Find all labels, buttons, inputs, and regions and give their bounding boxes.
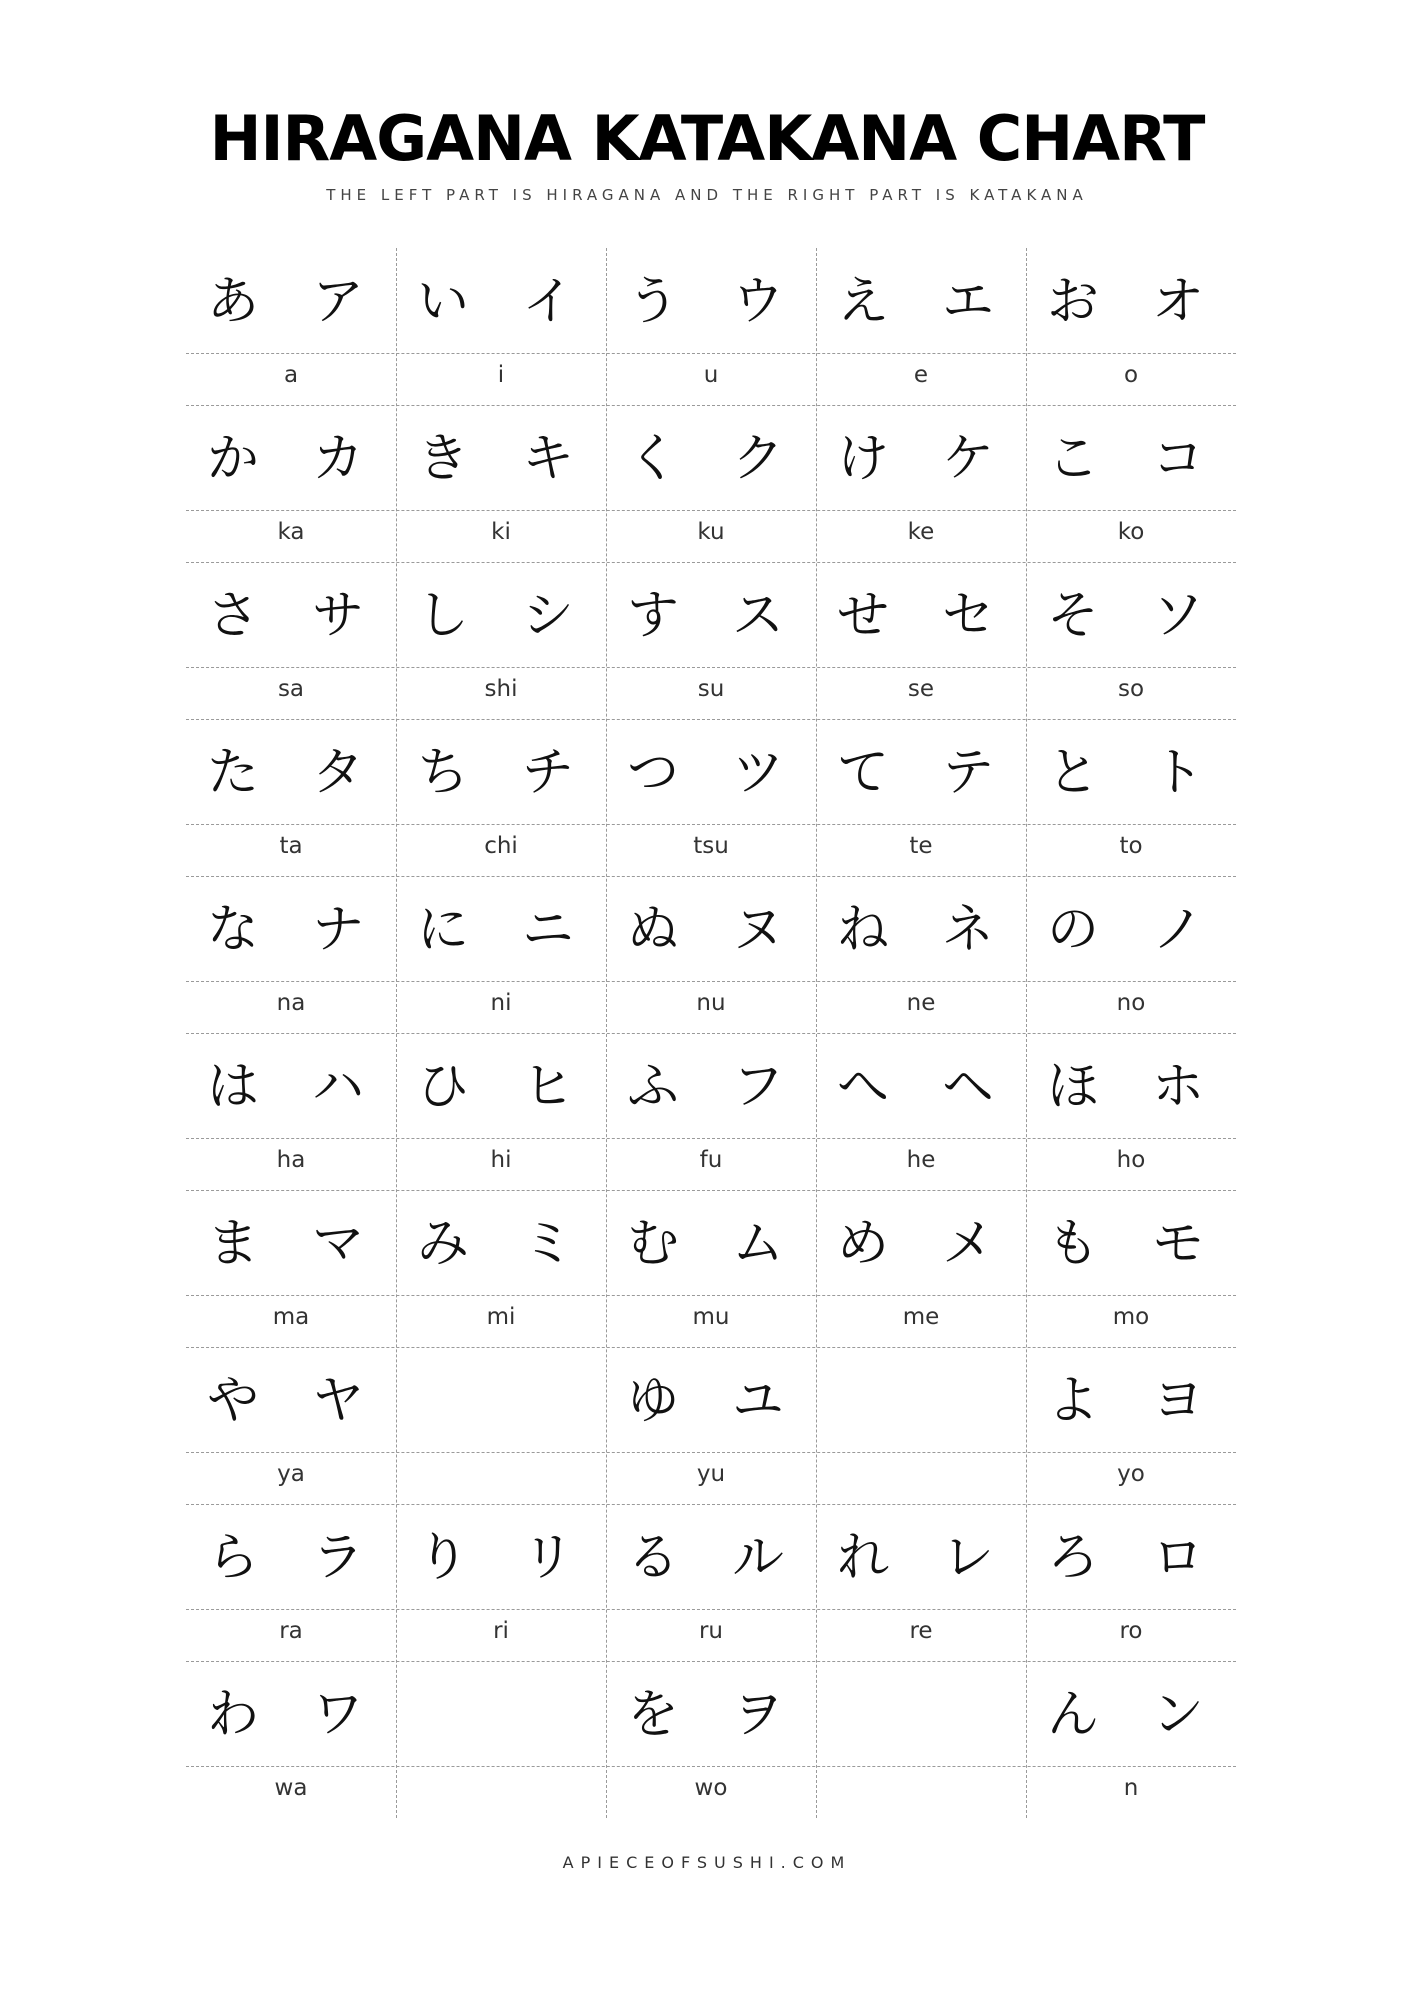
- kana-cell: [396, 1661, 606, 1818]
- katakana-char: エ: [941, 272, 994, 332]
- katakana-char: ユ: [731, 1371, 784, 1431]
- katakana-char: ケ: [941, 429, 994, 489]
- kana-cell: [816, 876, 1026, 1033]
- romaji-label: ta: [279, 833, 303, 859]
- hiragana-char: す: [626, 586, 679, 646]
- katakana-char: ム: [731, 1214, 784, 1274]
- kana-cell: [186, 248, 396, 405]
- kana-cell: [816, 1347, 1026, 1504]
- katakana-char: ヲ: [731, 1685, 784, 1745]
- romaji-label: chi: [484, 833, 518, 859]
- hiragana-char: め: [836, 1214, 889, 1274]
- kana-cell: [186, 719, 396, 876]
- hiragana-char: あ: [206, 272, 259, 332]
- kana-cell: [606, 1190, 816, 1347]
- kana-cell: [606, 1504, 816, 1661]
- romaji-label: ma: [272, 1304, 310, 1330]
- romaji-label: ra: [279, 1618, 303, 1644]
- romaji-label: re: [909, 1618, 933, 1644]
- katakana-char: ソ: [1151, 586, 1204, 646]
- romaji-label: me: [902, 1304, 940, 1330]
- kana-cell: [186, 405, 396, 562]
- romaji-label: u: [703, 362, 719, 388]
- romaji-label: tsu: [693, 833, 729, 859]
- hiragana-char: そ: [1046, 586, 1099, 646]
- hiragana-char: え: [836, 272, 889, 332]
- kana-cell: [606, 719, 816, 876]
- katakana-char: ホ: [1151, 1057, 1204, 1117]
- page-subtitle: THE LEFT PART IS HIRAGANA AND THE RIGHT PART IS KATAKANA: [326, 186, 1088, 204]
- romaji-label: e: [913, 362, 929, 388]
- hiragana-char: を: [626, 1685, 679, 1745]
- hiragana-char: う: [626, 272, 679, 332]
- kana-cell: [816, 1190, 1026, 1347]
- kana-cell: [816, 1661, 1026, 1818]
- hiragana-char: ん: [1046, 1685, 1099, 1745]
- katakana-char: レ: [941, 1528, 994, 1588]
- romaji-label: ni: [490, 990, 512, 1016]
- katakana-char: ワ: [311, 1685, 364, 1745]
- katakana-char: ラ: [311, 1528, 364, 1588]
- kana-cell: [396, 1504, 606, 1661]
- kana-cell: [816, 248, 1026, 405]
- romaji-label: yu: [696, 1461, 726, 1487]
- romaji-label: ri: [493, 1618, 509, 1644]
- hiragana-char: ね: [836, 900, 889, 960]
- romaji-label: su: [697, 676, 725, 702]
- romaji-label: se: [907, 676, 935, 702]
- page-title: HIRAGANA KATAKANA CHART: [209, 102, 1205, 175]
- hiragana-char: し: [416, 586, 469, 646]
- katakana-char: メ: [941, 1214, 994, 1274]
- hiragana-char: も: [1046, 1214, 1099, 1274]
- hiragana-char: ひ: [416, 1057, 469, 1117]
- kana-cell: [186, 1190, 396, 1347]
- katakana-char: ツ: [731, 743, 784, 803]
- katakana-char: ク: [731, 429, 784, 489]
- katakana-char: ン: [1151, 1685, 1204, 1745]
- katakana-char: ネ: [941, 900, 994, 960]
- hiragana-char: つ: [626, 743, 679, 803]
- katakana-char: オ: [1151, 272, 1204, 332]
- katakana-char: カ: [311, 429, 364, 489]
- romaji-label: mo: [1112, 1304, 1150, 1330]
- kana-cell: [396, 1190, 606, 1347]
- hiragana-char: ふ: [626, 1057, 679, 1117]
- kana-cell: [1026, 248, 1236, 405]
- kana-cell: [186, 1347, 396, 1504]
- hiragana-char: わ: [206, 1685, 259, 1745]
- hiragana-char: の: [1046, 900, 1099, 960]
- katakana-char: リ: [521, 1528, 574, 1588]
- romaji-label: ro: [1119, 1618, 1143, 1644]
- hiragana-char: ほ: [1046, 1057, 1099, 1117]
- katakana-char: ロ: [1151, 1528, 1204, 1588]
- romaji-label: no: [1116, 990, 1146, 1016]
- katakana-char: モ: [1151, 1214, 1204, 1274]
- katakana-char: ノ: [1151, 900, 1204, 960]
- kana-cell: [186, 562, 396, 719]
- romaji-label: mu: [692, 1304, 730, 1330]
- hiragana-char: せ: [836, 586, 889, 646]
- kana-cell: [1026, 1033, 1236, 1190]
- katakana-char: テ: [941, 743, 994, 803]
- kana-cell: [1026, 1347, 1236, 1504]
- hiragana-char: よ: [1046, 1371, 1099, 1431]
- romaji-label: ku: [697, 519, 725, 545]
- katakana-char: ミ: [521, 1214, 574, 1274]
- hiragana-char: け: [836, 429, 889, 489]
- hiragana-char: へ: [836, 1057, 889, 1117]
- katakana-char: ヤ: [311, 1371, 364, 1431]
- romaji-label: so: [1117, 676, 1145, 702]
- kana-cell: [1026, 876, 1236, 1033]
- kana-cell: [396, 562, 606, 719]
- hiragana-char: く: [626, 429, 679, 489]
- romaji-label: ko: [1117, 519, 1145, 545]
- hiragana-char: こ: [1046, 429, 1099, 489]
- kana-cell: [816, 1504, 1026, 1661]
- footer-site-label: APIECEOFSUSHI.COM: [562, 1853, 852, 1872]
- kana-cell: [816, 719, 1026, 876]
- romaji-label: o: [1123, 362, 1139, 388]
- kana-cell: [606, 248, 816, 405]
- hiragana-char: お: [1046, 272, 1099, 332]
- romaji-label: yo: [1117, 1461, 1145, 1487]
- kana-cell: [816, 1033, 1026, 1190]
- romaji-label: wa: [274, 1775, 308, 1801]
- kana-grid: [186, 248, 1236, 1818]
- romaji-label: ha: [276, 1147, 306, 1173]
- katakana-char: ル: [731, 1528, 784, 1588]
- kana-cell: [186, 876, 396, 1033]
- kana-cell: [396, 405, 606, 562]
- hiragana-char: か: [206, 429, 259, 489]
- romaji-label: n: [1123, 1775, 1139, 1801]
- hiragana-char: な: [206, 900, 259, 960]
- romaji-label: wo: [694, 1775, 728, 1801]
- romaji-label: ne: [906, 990, 936, 1016]
- katakana-char: フ: [731, 1057, 784, 1117]
- kana-cell: [606, 405, 816, 562]
- katakana-char: チ: [521, 743, 574, 803]
- kana-cell: [606, 1347, 816, 1504]
- romaji-label: he: [906, 1147, 936, 1173]
- katakana-char: ニ: [521, 900, 574, 960]
- hiragana-char: て: [836, 743, 889, 803]
- hiragana-char: る: [626, 1528, 679, 1588]
- hiragana-char: や: [206, 1371, 259, 1431]
- katakana-char: ア: [311, 272, 364, 332]
- kana-cell: [186, 1504, 396, 1661]
- kana-cell: [606, 1033, 816, 1190]
- hiragana-char: と: [1046, 743, 1099, 803]
- romaji-label: ke: [907, 519, 935, 545]
- romaji-label: to: [1119, 833, 1143, 859]
- kana-cell: [606, 1661, 816, 1818]
- katakana-char: サ: [311, 586, 364, 646]
- hiragana-char: ま: [206, 1214, 259, 1274]
- hiragana-char: ろ: [1046, 1528, 1099, 1588]
- romaji-label: hi: [490, 1147, 512, 1173]
- katakana-char: ナ: [311, 900, 364, 960]
- katakana-char: セ: [941, 586, 994, 646]
- katakana-char: ヘ: [941, 1057, 994, 1117]
- katakana-char: ヨ: [1151, 1371, 1204, 1431]
- kana-cell: [186, 1661, 396, 1818]
- katakana-char: キ: [521, 429, 574, 489]
- romaji-label: te: [909, 833, 933, 859]
- kana-cell: [1026, 562, 1236, 719]
- katakana-char: ト: [1151, 743, 1204, 803]
- romaji-label: a: [283, 362, 299, 388]
- hiragana-char: む: [626, 1214, 679, 1274]
- kana-cell: [1026, 1661, 1236, 1818]
- kana-cell: [396, 876, 606, 1033]
- kana-cell: [396, 1347, 606, 1504]
- hiragana-char: さ: [206, 586, 259, 646]
- kana-cell: [1026, 1190, 1236, 1347]
- romaji-label: ya: [277, 1461, 305, 1487]
- kana-cell: [396, 719, 606, 876]
- romaji-label: sa: [277, 676, 305, 702]
- katakana-char: シ: [521, 586, 574, 646]
- romaji-label: fu: [699, 1147, 723, 1173]
- hiragana-char: り: [416, 1528, 469, 1588]
- kana-cell: [606, 876, 816, 1033]
- kana-cell: [1026, 1504, 1236, 1661]
- hiragana-char: み: [416, 1214, 469, 1274]
- katakana-char: ス: [731, 586, 784, 646]
- romaji-label: ho: [1116, 1147, 1146, 1173]
- kana-cell: [1026, 719, 1236, 876]
- katakana-char: ヒ: [521, 1057, 574, 1117]
- hiragana-char: た: [206, 743, 259, 803]
- kana-cell: [396, 1033, 606, 1190]
- katakana-char: ヌ: [731, 900, 784, 960]
- kana-cell: [816, 405, 1026, 562]
- romaji-label: nu: [696, 990, 726, 1016]
- katakana-char: コ: [1151, 429, 1204, 489]
- romaji-label: na: [276, 990, 306, 1016]
- katakana-char: マ: [311, 1214, 364, 1274]
- romaji-label: ka: [277, 519, 305, 545]
- hiragana-char: は: [206, 1057, 259, 1117]
- hiragana-char: ぬ: [626, 900, 679, 960]
- katakana-char: イ: [521, 272, 574, 332]
- romaji-label: ki: [491, 519, 511, 545]
- kana-cell: [1026, 405, 1236, 562]
- katakana-char: ハ: [311, 1057, 364, 1117]
- hiragana-char: ら: [206, 1528, 259, 1588]
- kana-cell: [816, 562, 1026, 719]
- romaji-label: mi: [486, 1304, 516, 1330]
- hiragana-char: い: [416, 272, 469, 332]
- romaji-label: shi: [484, 676, 518, 702]
- kana-cell: [186, 1033, 396, 1190]
- hiragana-char: き: [416, 429, 469, 489]
- hiragana-char: ゆ: [626, 1371, 679, 1431]
- kana-cell: [606, 562, 816, 719]
- romaji-label: i: [497, 362, 505, 388]
- katakana-char: タ: [311, 743, 364, 803]
- hiragana-char: ち: [416, 743, 469, 803]
- kana-cell: [396, 248, 606, 405]
- romaji-label: ru: [698, 1618, 724, 1644]
- hiragana-char: れ: [836, 1528, 889, 1588]
- katakana-char: ウ: [731, 272, 784, 332]
- hiragana-char: に: [416, 900, 469, 960]
